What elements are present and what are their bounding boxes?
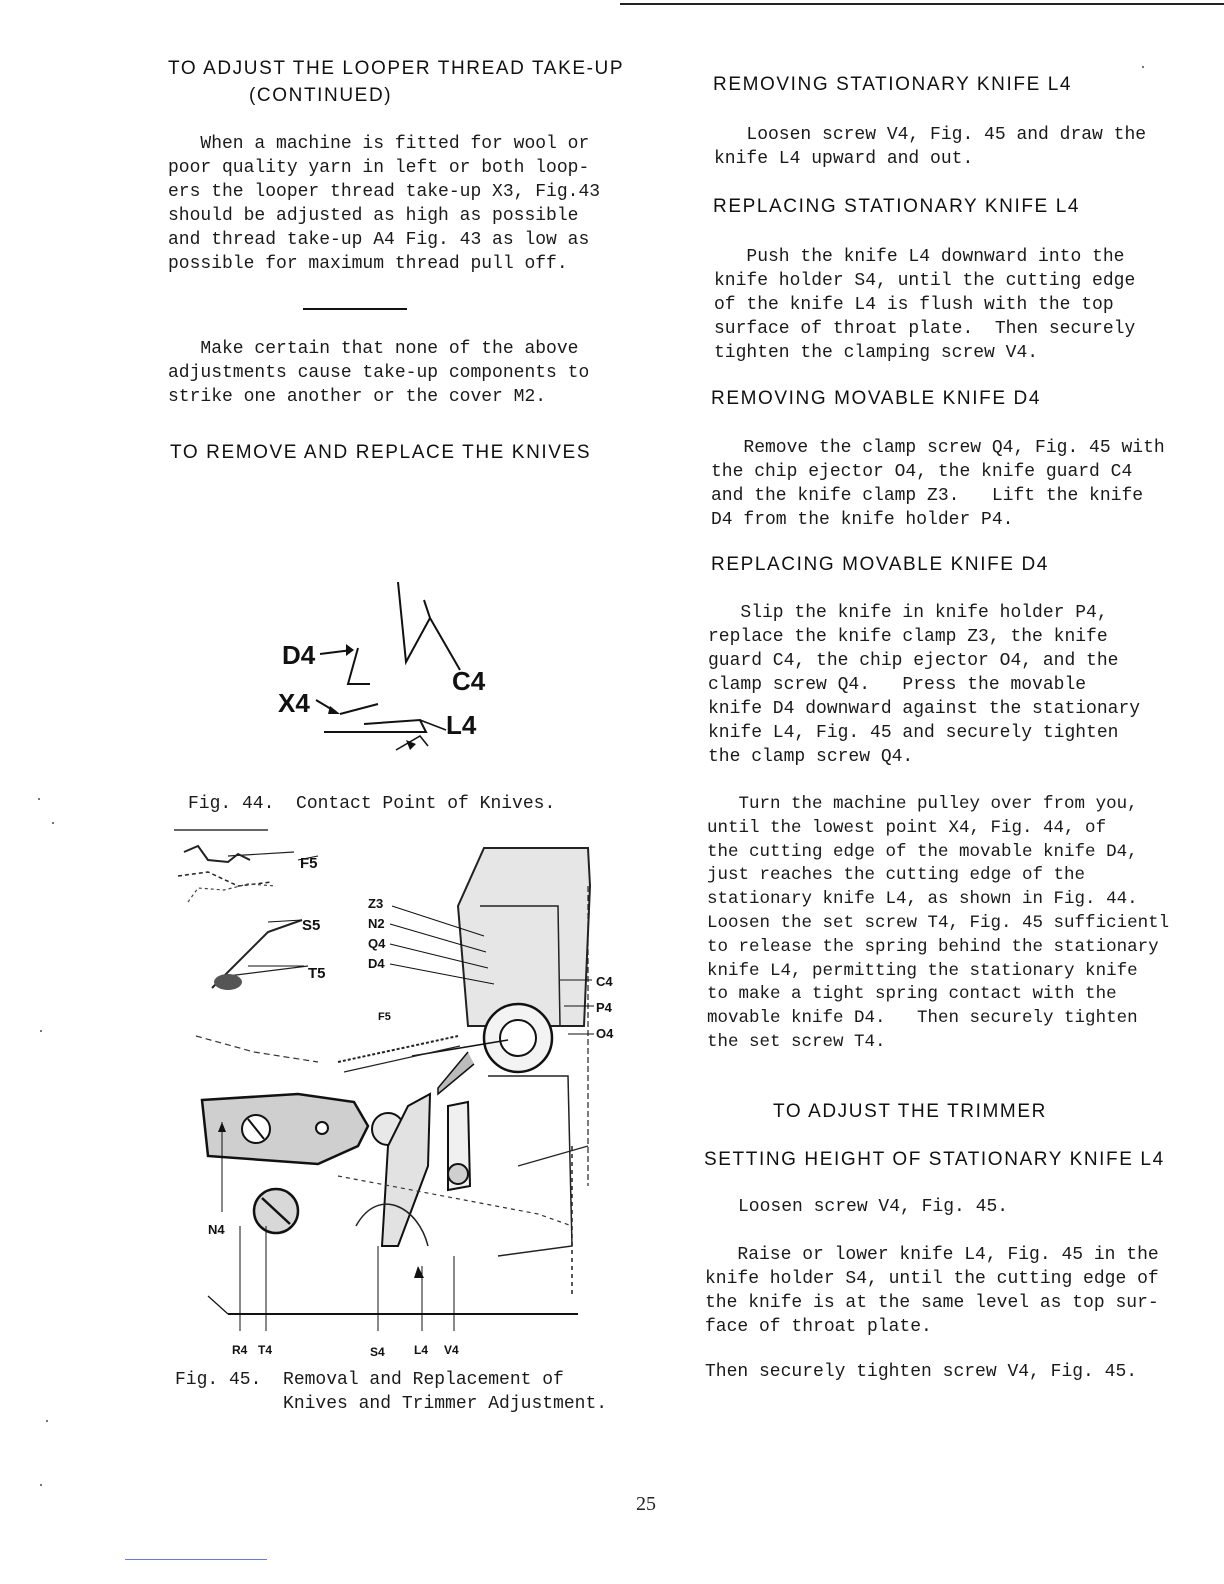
fig45-label-z3: Z3 xyxy=(368,896,384,911)
paragraph-wool-yarn: When a machine is fitted for wool or poor quality yarn in left or both loop- ers the looper thread take-up X3, Fig.43 should be adjusted as high as possible and thread take-up A4 Fig. 43 as low as possible for maximum thread pull off. xyxy=(168,134,601,274)
figure-45-caption: Fig. 45. Removal and Replacement of Knives and Trimmer Adjustment. xyxy=(175,1370,608,1414)
scan-speck xyxy=(46,1420,48,1422)
scan-speck xyxy=(40,1484,42,1486)
heading-remove-replace-knives: TO REMOVE AND REPLACE THE KNIVES xyxy=(170,442,592,463)
paragraph-then-tighten: Then securely tighten screw V4, Fig. 45. xyxy=(705,1362,1138,1382)
section-divider xyxy=(303,308,407,310)
fig45-label-q4: Q4 xyxy=(368,936,386,951)
paragraph-replacing-stationary-knife: Push the knife L4 downward into the knife holder S4, until the cutting edge of the knife L4 is flush with the top surface of throat plate. Then securely tighten the clamping screw V4. xyxy=(714,247,1136,363)
paragraph-replacing-movable-knife: Slip the knife in knife holder P4, replace the knife clamp Z3, the knife guard C4, the chip ejector O4, and the clamp screw Q4. Press the movable knife D4 downward against the stationary knife L4, Fig. 45 and securely tighten the clamp screw Q4. xyxy=(708,603,1141,767)
fig45-label-t5: T5 xyxy=(308,965,326,982)
bottom-edge-line xyxy=(125,1559,267,1560)
paragraph-removing-movable-knife: Remove the clamp screw Q4, Fig. 45 with the chip ejector O4, the knife guard C4 and the knife clamp Z3. Lift the knife D4 from the knife holder P4. xyxy=(711,438,1165,530)
heading-adjust-trimmer: TO ADJUST THE TRIMMER xyxy=(773,1101,1047,1122)
paragraph-turn-machine-pulley: Turn the machine pulley over from you, until the lowest point X4, Fig. 44, of the cutting edge of the movable knife D4, just reaches the cutting edge of the stationary knife L4, as shown in Fig. 44. Loosen the set screw T4, Fig. 45 sufficientl to release the spring behind the stationary knife L4, permitting the stationary knife to make a tight spring contact with the movable knife D4. Then securely tighten the set screw T4. xyxy=(707,794,1170,1052)
paragraph-make-certain: Make certain that none of the above adjustments cause take-up components to strike one another or the cover M2. xyxy=(168,339,590,407)
fig44-label-c4: C4 xyxy=(452,666,486,696)
scan-speck xyxy=(38,798,40,800)
page-number: 25 xyxy=(636,1493,656,1515)
fig45-label-l4: L4 xyxy=(414,1343,429,1357)
scan-speck xyxy=(40,1030,42,1032)
fig45-label-f5-inner: F5 xyxy=(378,1011,391,1023)
paragraph-raise-lower-knife: Raise or lower knife L4, Fig. 45 in the knife holder S4, until the cutting edge of the knife is at the same level as top sur- face of throat plate. xyxy=(705,1245,1159,1337)
heading-looper-takeup-continued: (CONTINUED) xyxy=(249,85,393,106)
fig45-label-n2: N2 xyxy=(368,916,385,931)
figure-45-knives-trimmer-illustration xyxy=(168,826,638,1359)
fig44-label-x4: X4 xyxy=(278,688,310,718)
fig45-label-v4: V4 xyxy=(444,1343,459,1357)
fig45-label-s4: S4 xyxy=(370,1345,385,1359)
fig45-label-n4: N4 xyxy=(208,1222,225,1237)
fig45-label-o4: O4 xyxy=(596,1026,614,1041)
fig45-label-r4: R4 xyxy=(232,1343,248,1357)
heading-setting-height-stationary-knife: SETTING HEIGHT OF STATIONARY KNIFE L4 xyxy=(704,1149,1165,1170)
fig44-label-d4: D4 xyxy=(282,640,316,670)
fig44-label-l4: L4 xyxy=(446,710,477,740)
fig45-label-s5: S5 xyxy=(302,917,321,934)
heading-looper-takeup: TO ADJUST THE LOOPER THREAD TAKE-UP xyxy=(168,58,625,79)
paragraph-loosen-screw: Loosen screw V4, Fig. 45. xyxy=(738,1197,1009,1217)
scan-speck xyxy=(1142,66,1144,68)
scan-speck xyxy=(52,822,54,824)
fig45-label-p4: P4 xyxy=(596,1000,612,1015)
figure-44-caption: Fig. 44. Contact Point of Knives. xyxy=(188,794,556,814)
fig45-label-t4: T4 xyxy=(258,1343,273,1357)
fig45-label-c4: C4 xyxy=(596,974,613,989)
fig45-label-d4: D4 xyxy=(368,956,385,971)
top-border-line xyxy=(620,3,1224,5)
heading-removing-stationary-knife: REMOVING STATIONARY KNIFE L4 xyxy=(713,74,1073,95)
fig45-label-f5: F5 xyxy=(300,855,318,872)
heading-replacing-movable-knife: REPLACING MOVABLE KNIFE D4 xyxy=(711,554,1049,575)
figure-44-knife-contact-diagram xyxy=(270,580,500,760)
heading-replacing-stationary-knife: REPLACING STATIONARY KNIFE L4 xyxy=(713,196,1081,217)
heading-removing-movable-knife: REMOVING MOVABLE KNIFE D4 xyxy=(711,388,1041,409)
paragraph-removing-stationary-knife: Loosen screw V4, Fig. 45 and draw the knife L4 upward and out. xyxy=(714,125,1147,169)
